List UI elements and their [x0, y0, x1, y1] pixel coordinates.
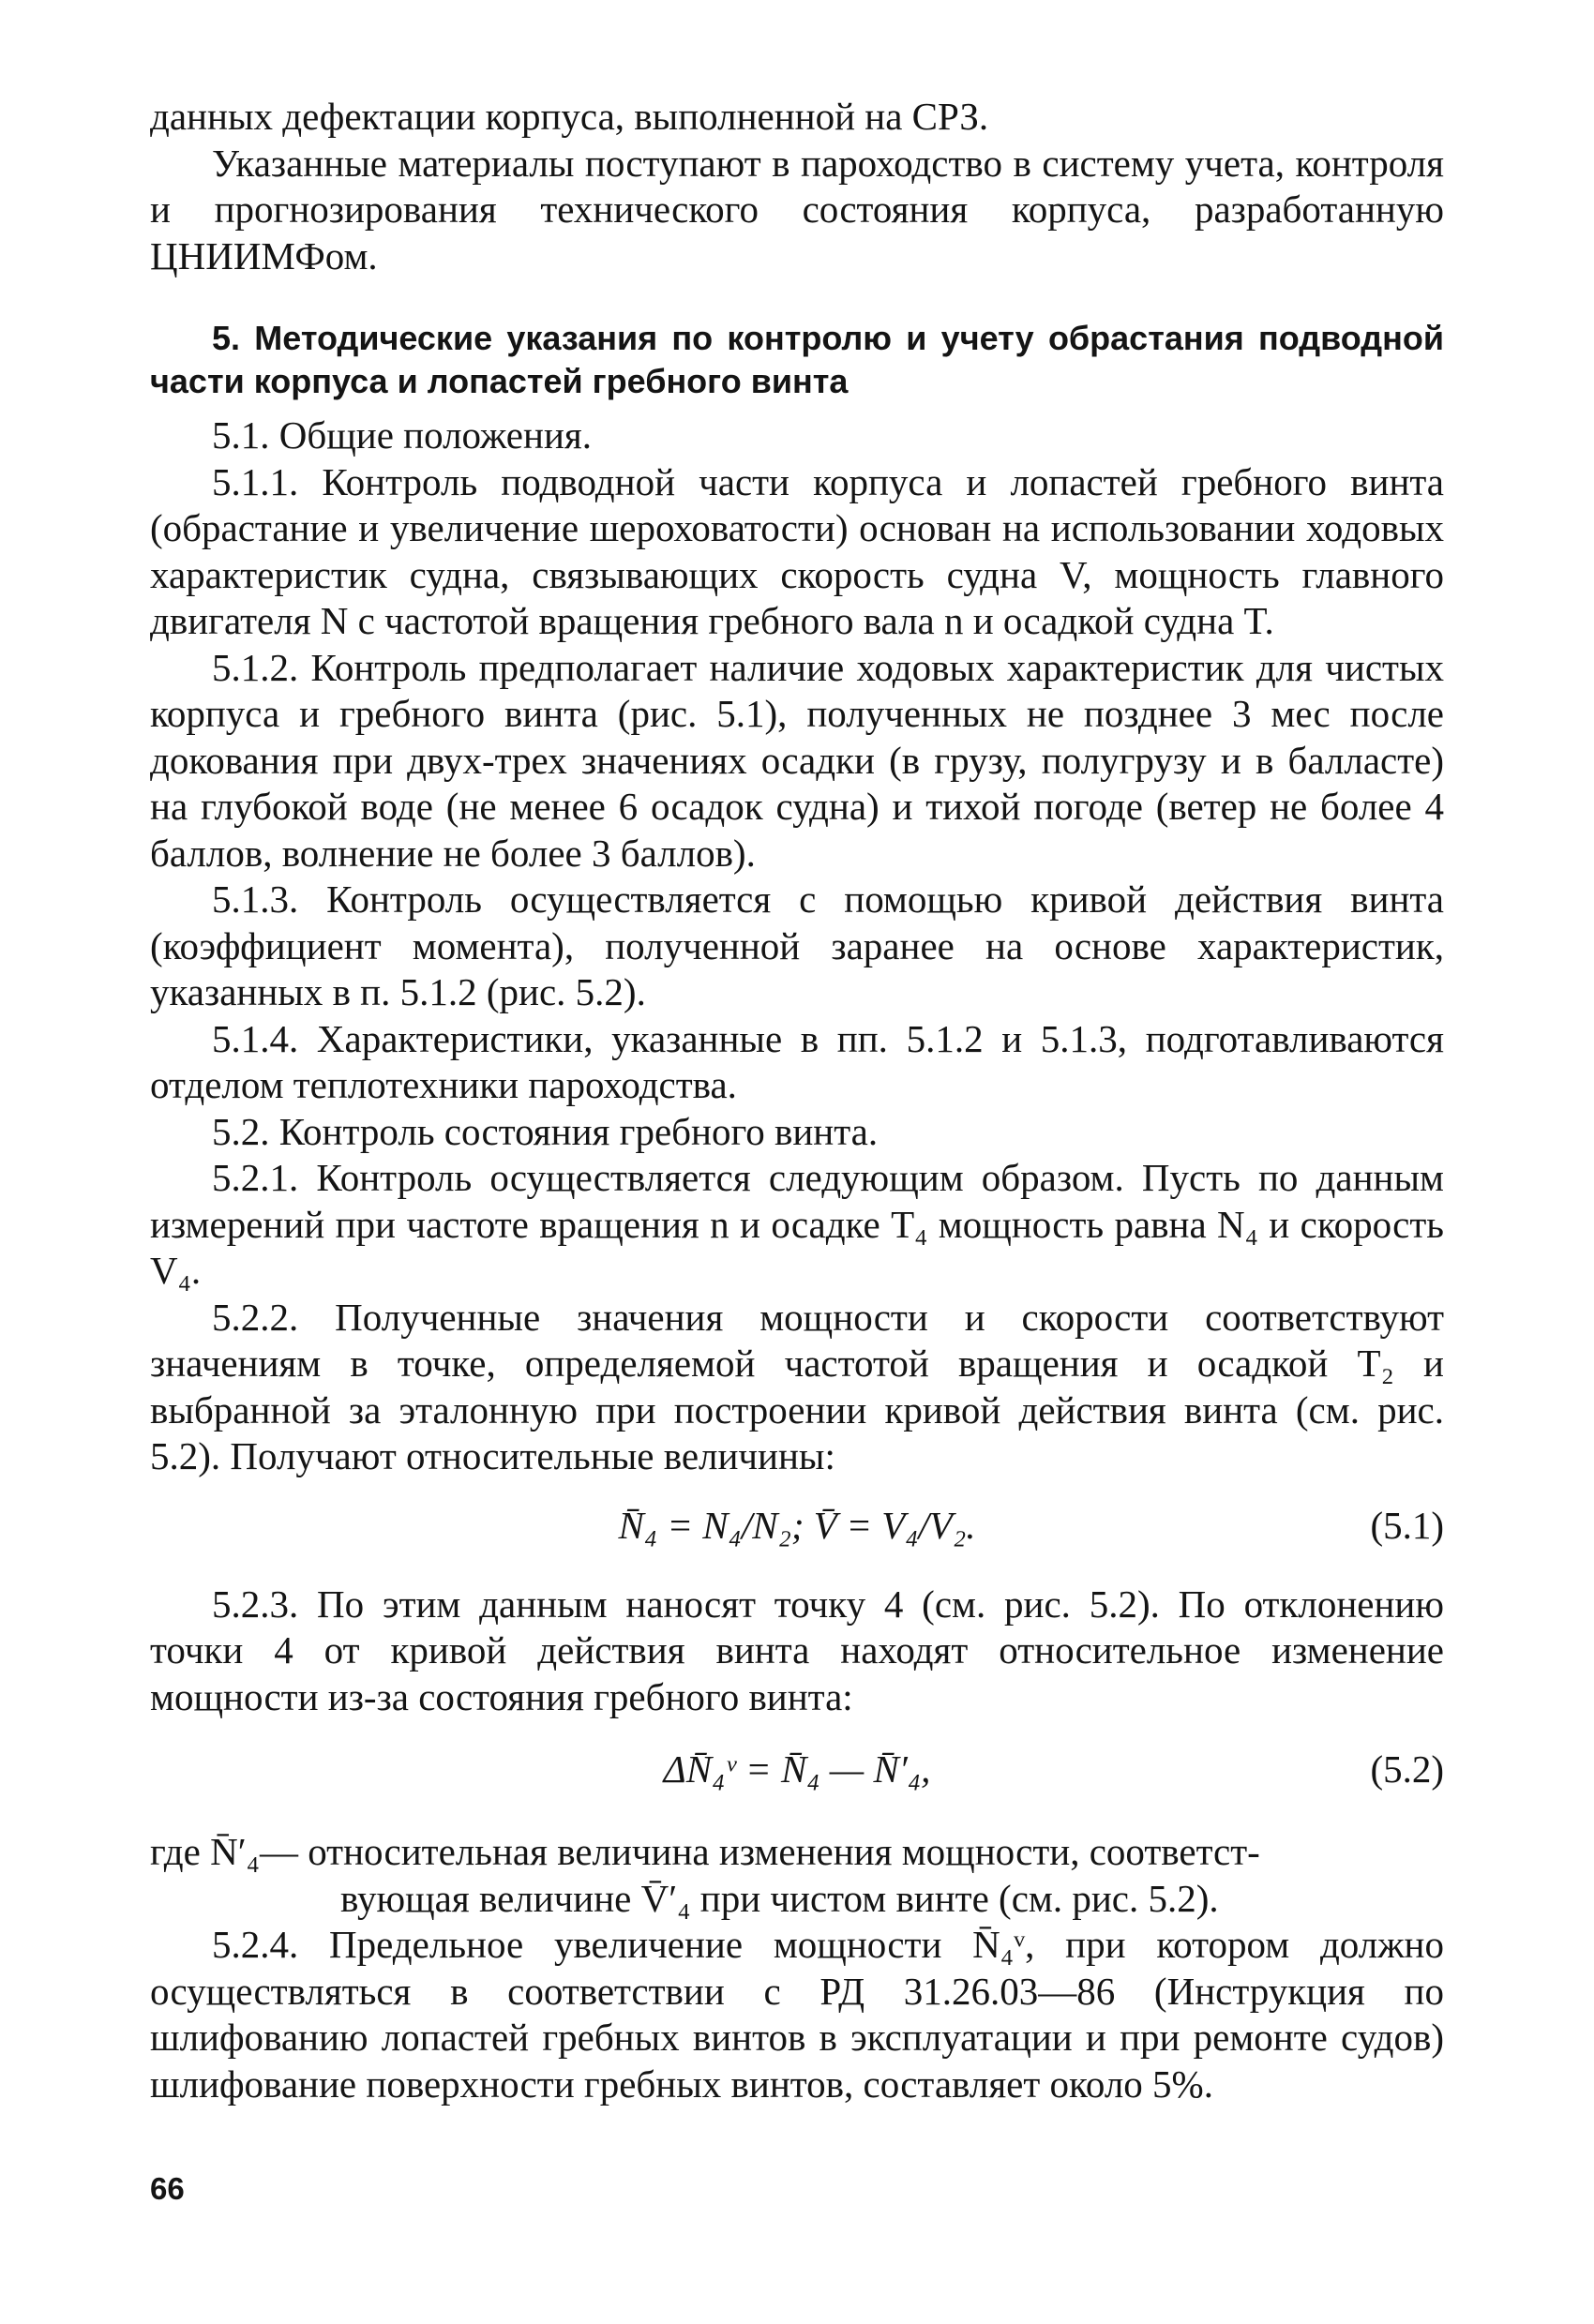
text-line-continuation: данных дефектации корпуса, выполненной на СРЗ.	[150, 95, 989, 138]
formula-5-1	[150, 1497, 1444, 1553]
formula-expression: N̄₄ = N₄/N₂; V̄ = V₄/V₂.	[618, 1503, 976, 1547]
page-number: 66	[150, 2171, 185, 2206]
formula-5-2	[150, 1741, 1444, 1797]
paragraph-5-2-3: 5.2.3. По этим данным наносят точку 4 (см. рис. 5.2). По отклонению точки 4 от кривой действия винта находят относительное изменение мощности из-за состояния гребного винта:	[150, 1582, 1444, 1718]
paragraph-5-1-2: 5.1.2. Контроль предполагает наличие ходовых характеристик для чистых корпуса и гребного винта (рис. 5.1), полученных не позднее 3 мес после докования при двух-трех значениях осадки (в грузу, полугрузу и в балласте) на глубокой воде (не менее 6 осадок судна) и тихой погоде (ветер не более 4 баллов, волнение не более 3 баллов).	[150, 645, 1444, 875]
paragraph-5-1: 5.1. Общие положения.	[212, 413, 592, 457]
where-continuation: вующая величине V̄′₄ при чистом винте (см. рис. 5.2).	[340, 1876, 1219, 1920]
paragraph-5-1-1: 5.1.1. Контроль подводной части корпуса и лопастей гребного винта (обрастание и увеличение шероховатости) основан на использовании ходовых характеристик судна, связывающих скорость судна V, мощность главного двигателя N с частотой вращения гребного вала n и осадкой судна T.	[150, 459, 1444, 642]
paragraph-5-2: 5.2. Контроль состояния гребного винта.	[212, 1109, 879, 1153]
formula-expression: ΔN̄₄ᵛ = N̄₄ — N̄′₄,	[663, 1747, 931, 1791]
formula-number: (5.1)	[1370, 1503, 1444, 1547]
where-line: где N̄′₄— относительная величина изменения мощности, соответст-	[150, 1830, 1260, 1873]
formula-number: (5.2)	[1370, 1747, 1444, 1791]
paragraph-5-2-1: 5.2.1. Контроль осуществляется следующим образом. Пусть по данным измерений при частоте вращения n и осадке T₄ мощность равна N₄ и скорость V₄.	[150, 1156, 1444, 1292]
paragraph-5-2-4: 5.2.4. Предельное увеличение мощности N̄₄ᵛ, при котором должно осуществляться в соответствии с РД 31.26.03—86 (Инструкция по шлифованию лопастей гребных винтов в эксплуатации и при ремонте судов) шлифование поверхности гребных винтов, составляет около 5%.	[150, 1923, 1444, 2106]
page	[150, 94, 1444, 2250]
paragraph-5-2-2: 5.2.2. Полученные значения мощности и скорости соответствуют значениям в точке, определяемой частотой вращения и осадкой T₂ и выбранной за эталонную при построении кривой действия винта (см. рис. 5.2). Получают относительные величины:	[150, 1295, 1444, 1477]
paragraph-5-1-4: 5.1.4. Характеристики, указанные в пп. 5.1.2 и 5.1.3, подготавливаются отделом теплотехники пароходства.	[150, 1016, 1444, 1106]
where-clause	[150, 1829, 1444, 1922]
paragraph-materials: Указанные материалы поступают в пароходство в систему учета, контроля и прогнозирования технического состояния корпуса, разработанную ЦНИИМФом.	[150, 141, 1444, 277]
section-heading: 5. Методические указания по контролю и учету обрастания подводной части корпуса и лопастей гребного винта	[150, 319, 1444, 400]
paragraph-5-1-3: 5.1.3. Контроль осуществляется с помощью кривой действия винта (коэффициент момента), полученной заранее на основе характеристик, указанных в п. 5.1.2 (рис. 5.2).	[150, 877, 1444, 1013]
